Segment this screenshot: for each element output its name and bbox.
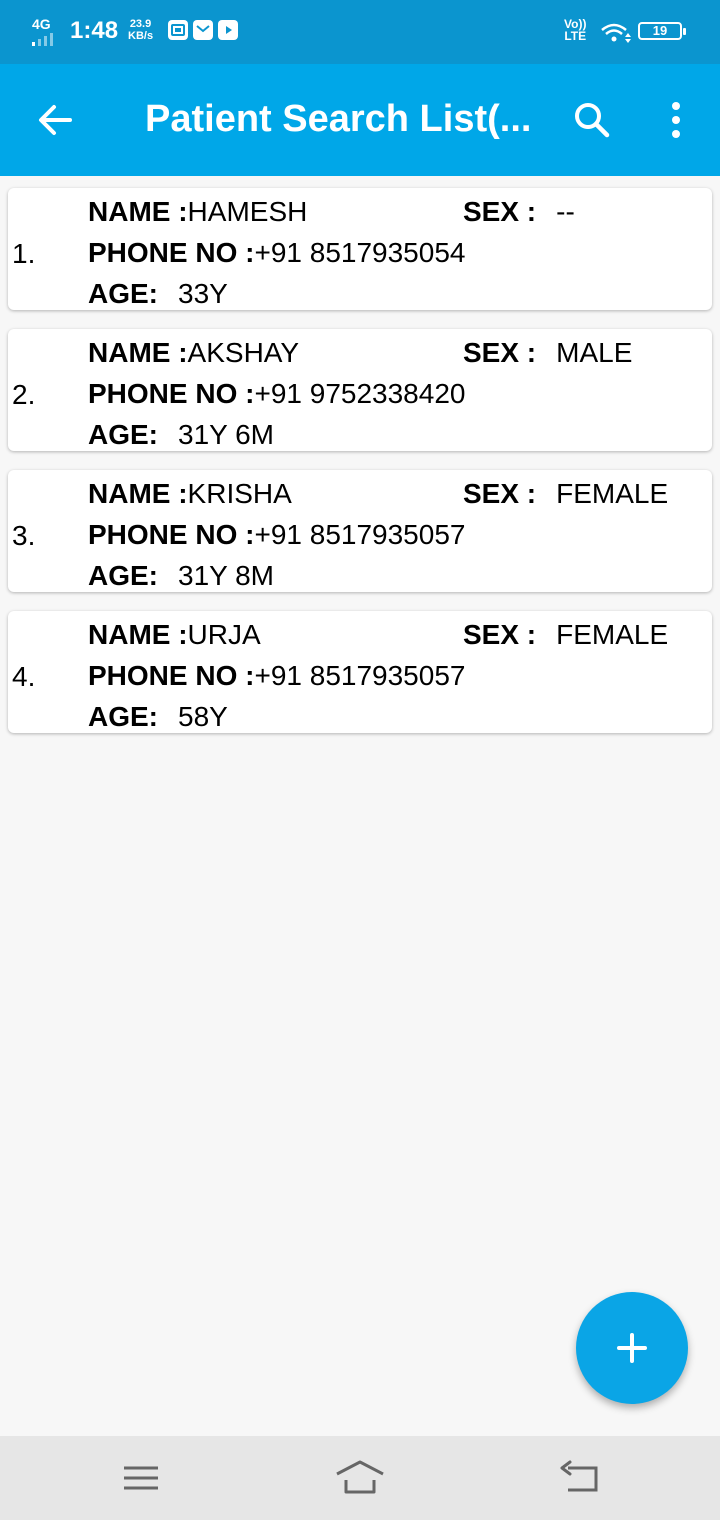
patient-index: 3. bbox=[12, 520, 36, 551]
name-value: HAMESH bbox=[187, 196, 308, 227]
battery-level: 19 bbox=[652, 23, 668, 38]
plus-icon bbox=[616, 1332, 648, 1364]
volte-top: Vo)) bbox=[564, 17, 587, 31]
phone-label: PHONE NO : bbox=[88, 378, 255, 409]
age-label: AGE: bbox=[88, 278, 158, 309]
patient-age bbox=[88, 560, 274, 592]
sex-value: FEMALE bbox=[556, 478, 669, 509]
name-label: NAME : bbox=[88, 619, 188, 650]
patient-sex bbox=[463, 478, 668, 510]
name-value: KRISHA bbox=[187, 478, 292, 509]
system-nav-bar bbox=[0, 1436, 720, 1520]
back-nav-icon[interactable] bbox=[560, 1460, 600, 1496]
name-value: AKSHAY bbox=[187, 337, 300, 368]
arrow-left-icon bbox=[30, 98, 82, 142]
wifi-icon bbox=[600, 22, 632, 44]
page-title: Patient Search List(... bbox=[145, 98, 532, 140]
patient-sex bbox=[463, 619, 668, 651]
age-label: AGE: bbox=[88, 701, 158, 732]
patient-age bbox=[88, 419, 274, 451]
name-label: NAME : bbox=[88, 478, 188, 509]
volte-indicator bbox=[564, 18, 586, 42]
age-label: AGE: bbox=[88, 560, 158, 591]
patient-age bbox=[88, 278, 228, 310]
app-bar bbox=[0, 64, 720, 176]
sex-value: FEMALE bbox=[556, 619, 669, 650]
sex-label: SEX : bbox=[463, 619, 537, 650]
patient-index: 1. bbox=[12, 238, 36, 269]
network-signal-icon bbox=[30, 16, 64, 46]
sex-label: SEX : bbox=[463, 196, 537, 227]
phone-value: +91 8517935057 bbox=[254, 519, 466, 550]
patient-age bbox=[88, 701, 228, 733]
more-options-button[interactable] bbox=[660, 98, 692, 142]
patient-name bbox=[88, 196, 307, 228]
patient-phone bbox=[88, 660, 465, 692]
speed-unit: KB/s bbox=[128, 30, 154, 42]
network-speed bbox=[128, 18, 153, 42]
phone-value: +91 8517935057 bbox=[254, 660, 466, 691]
sex-value: -- bbox=[556, 196, 575, 227]
name-label: NAME : bbox=[88, 196, 188, 227]
battery-icon bbox=[638, 22, 682, 40]
patient-name bbox=[88, 337, 299, 369]
add-patient-button[interactable] bbox=[576, 1292, 688, 1404]
patient-card[interactable] bbox=[8, 188, 712, 310]
age-value: 31Y 6M bbox=[178, 419, 274, 450]
patient-sex bbox=[463, 196, 575, 228]
phone-label: PHONE NO : bbox=[88, 660, 255, 691]
patient-phone bbox=[88, 237, 465, 269]
back-button[interactable] bbox=[30, 98, 82, 142]
notification-icons bbox=[168, 20, 238, 40]
patient-card[interactable] bbox=[8, 470, 712, 592]
age-value: 58Y bbox=[178, 701, 228, 732]
patient-index: 2. bbox=[12, 379, 36, 410]
age-value: 31Y 8M bbox=[178, 560, 274, 591]
phone-value: +91 8517935054 bbox=[254, 237, 466, 268]
patient-card[interactable] bbox=[8, 611, 712, 733]
bank-app-icon bbox=[168, 20, 188, 40]
patient-name bbox=[88, 619, 261, 651]
network-type: 4G bbox=[32, 16, 51, 32]
search-button[interactable] bbox=[570, 98, 614, 142]
recent-apps-icon[interactable] bbox=[122, 1462, 160, 1494]
age-label: AGE: bbox=[88, 419, 158, 450]
sex-label: SEX : bbox=[463, 337, 537, 368]
sex-value: MALE bbox=[556, 337, 633, 368]
patient-phone bbox=[88, 378, 465, 410]
sex-label: SEX : bbox=[463, 478, 537, 509]
patient-card[interactable] bbox=[8, 329, 712, 451]
age-value: 33Y bbox=[178, 278, 228, 309]
patient-phone bbox=[88, 519, 465, 551]
more-vert-icon bbox=[660, 98, 692, 142]
status-bar bbox=[0, 0, 720, 64]
search-icon bbox=[570, 98, 614, 142]
clock: 1:48 bbox=[70, 17, 119, 44]
patient-sex bbox=[463, 337, 632, 369]
phone-value: +91 9752338420 bbox=[254, 378, 466, 409]
patient-index: 4. bbox=[12, 661, 36, 692]
volte-bottom: LTE bbox=[564, 29, 587, 43]
mail-icon bbox=[193, 20, 213, 40]
phone-label: PHONE NO : bbox=[88, 519, 255, 550]
name-value: URJA bbox=[187, 619, 261, 650]
speed-value: 23.9 bbox=[129, 18, 152, 30]
home-icon[interactable] bbox=[334, 1458, 386, 1498]
phone-label: PHONE NO : bbox=[88, 237, 255, 268]
patient-name bbox=[88, 478, 292, 510]
name-label: NAME : bbox=[88, 337, 188, 368]
youtube-icon bbox=[218, 20, 238, 40]
